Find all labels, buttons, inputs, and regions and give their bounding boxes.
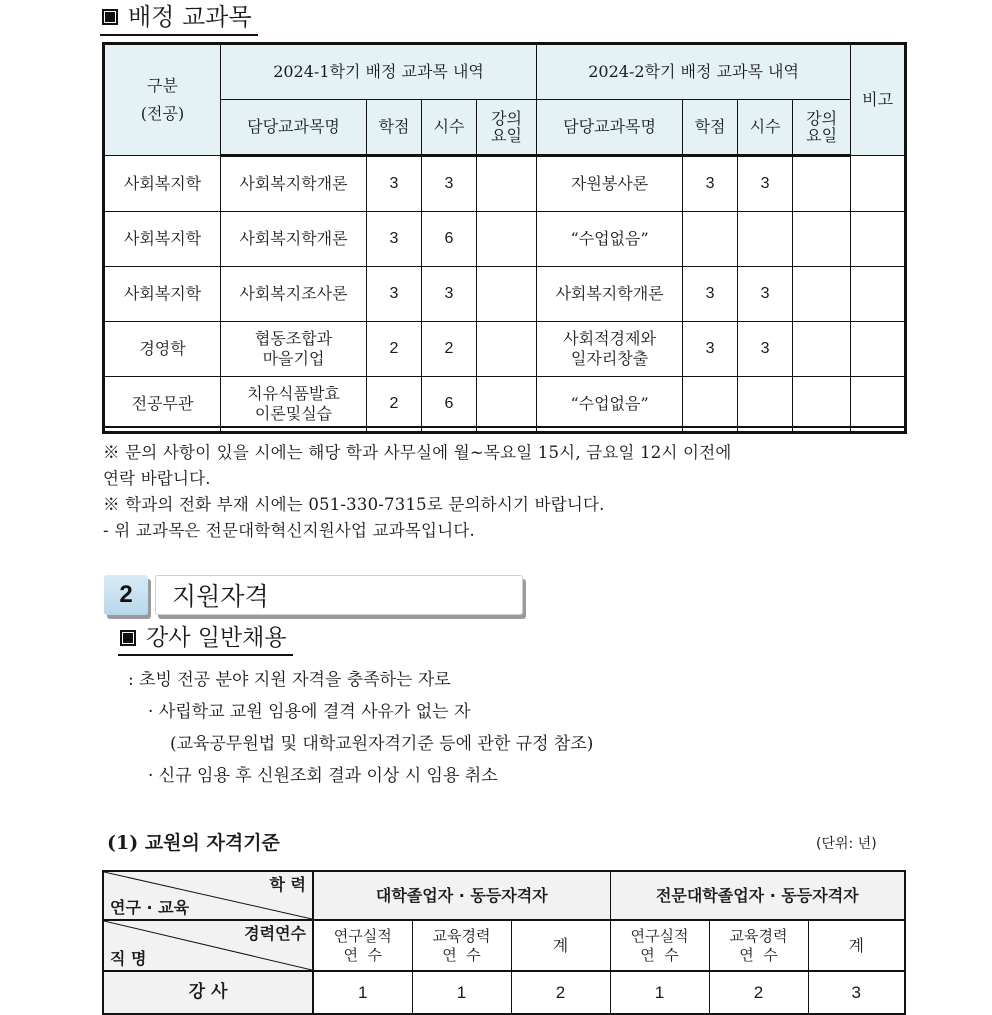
value-cell: 2 [709,971,808,1014]
day-cell [477,212,537,267]
day-cell [793,322,851,377]
header-total: 계 [808,920,905,971]
qualification-line: · 사립학교 교원 임용에 결격 사유가 없는 자 [148,702,471,722]
day-cell [793,377,851,433]
hours-cell: 3 [738,267,793,322]
remark-cell [851,322,906,377]
section-title-box [155,575,523,615]
course-name-cell: “수업없음” [537,377,683,433]
header-division-label: 구분 [147,76,178,95]
credit-cell: 3 [367,156,422,212]
header-total: 계 [511,920,610,971]
header-day: 강의 요일 [477,100,537,156]
day-cell [477,156,537,212]
hours-cell: 6 [422,377,477,433]
value-cell: 2 [511,971,610,1014]
header-research-years: 연구실적 연 수 [313,920,412,971]
hours-cell: 3 [738,322,793,377]
filled-square-icon [120,630,136,646]
remark-cell [851,212,906,267]
credit-cell [683,377,738,433]
remark-cell [851,377,906,433]
course-name-cell: 협동조합과 마을기업 [221,322,367,377]
course-name-cell: 사회복지조사론 [221,267,367,322]
day-cell [477,322,537,377]
diag-bottom-label: 연구 · 교육 [110,898,190,917]
header-teaching-years: 교육경력 연 수 [709,920,808,971]
section-heading-assigned-courses [100,0,258,36]
table-row [104,212,906,267]
major-cell: 경영학 [104,322,221,377]
header-sem2: 2024-2학기 배정 교과목 내역 [537,44,851,100]
day-cell [477,267,537,322]
header-division [104,44,221,156]
subheading-text: 강사 일반채용 [146,625,287,651]
header-hours: 시수 [422,100,477,156]
table-row [104,267,906,322]
credit-cell [683,212,738,267]
major-cell: 전공무관 [104,377,221,433]
hours-cell [738,212,793,267]
notes [103,440,903,544]
header-day: 강의 요일 [793,100,851,156]
table-double-underline [102,426,904,428]
header-course-name: 담당교과목명 [537,100,683,156]
hours-cell: 3 [738,156,793,212]
diag-bottom-label: 직 명 [110,949,147,968]
section-heading-text: 배정 교과목 [128,3,252,31]
course-name-cell: 자원봉사론 [537,156,683,212]
note-line: - 위 교과목은 전문대학혁신지원사업 교과목입니다. [103,521,475,540]
header-research-years: 연구실적 연 수 [610,920,709,971]
table-row [104,322,906,377]
note-line: ※ 문의 사항이 있을 시에는 해당 학과 사무실에 월~목요일 15시, 금요일 12시 이전에 [103,443,732,462]
qualification-line: : 초빙 전공 분야 지원 자격을 충족하는 자로 [128,670,451,690]
credit-cell: 2 [367,377,422,433]
filled-square-icon [102,9,118,25]
credit-cell: 2 [367,322,422,377]
header-credit: 학점 [683,100,738,156]
hours-cell: 2 [422,322,477,377]
course-name-cell: “수업없음” [537,212,683,267]
header-hours: 시수 [738,100,793,156]
day-cell [793,156,851,212]
day-cell [793,212,851,267]
section-number-badge: 2 [104,575,148,615]
assigned-courses-table [102,42,907,434]
credit-cell: 3 [367,267,422,322]
day-cell [793,267,851,322]
value-cell: 1 [610,971,709,1014]
credit-cell: 3 [367,212,422,267]
qualification-table [102,870,906,1015]
day-cell [477,377,537,433]
subheading-lecturer-hiring [118,622,293,656]
value-cell: 1 [313,971,412,1014]
value-cell: 3 [808,971,905,1014]
course-name-cell: 사회복지학개론 [537,267,683,322]
hours-cell: 3 [422,156,477,212]
qualification-standard-title: (1) 교원의 자격기준 [107,832,280,854]
header-college-graduate: 전문대학졸업자 · 동등자격자 [610,871,905,920]
credit-cell: 3 [683,267,738,322]
hours-cell: 6 [422,212,477,267]
hours-cell [738,377,793,433]
qualification-line: (교육공무원법 및 대학교원자격기준 등에 관한 규정 참조) [170,734,594,754]
note-line: ※ 학과의 전화 부재 시에는 051-330-7315로 문의하시기 바랍니다. [103,495,605,514]
diag-top-label: 경력연수 [244,924,306,943]
unit-label: (단위: 년) [816,836,877,852]
remark-cell [851,267,906,322]
header-remark: 비고 [851,44,906,156]
course-name-cell: 사회적경제와 일자리창출 [537,322,683,377]
credit-cell: 3 [683,322,738,377]
table-row [104,377,906,433]
value-cell: 1 [412,971,511,1014]
qualification-line: · 신규 임용 후 신원조회 결과 이상 시 임용 취소 [148,766,498,786]
header-sem1: 2024-1학기 배정 교과목 내역 [221,44,537,100]
row-label-lecturer: 강 사 [103,971,313,1014]
note-line: 연락 바랍니다. [103,469,211,488]
header-credit: 학점 [367,100,422,156]
diagonal-header-career [103,920,313,971]
credit-cell: 3 [683,156,738,212]
hours-cell: 3 [422,267,477,322]
remark-cell [851,156,906,212]
header-course-name: 담당교과목명 [221,100,367,156]
major-cell: 사회복지학 [104,267,221,322]
diag-top-label: 학 력 [269,875,306,894]
course-name-cell: 치유식품발효 이론및실습 [221,377,367,433]
major-cell: 사회복지학 [104,212,221,267]
course-name-cell: 사회복지학개론 [221,156,367,212]
qualification-lines [128,664,593,792]
diagonal-header-education [103,871,313,920]
course-name-cell: 사회복지학개론 [221,212,367,267]
header-teaching-years: 교육경력 연 수 [412,920,511,971]
table-row [104,156,906,212]
section-title: 지원자격 [172,582,269,611]
major-cell: 사회복지학 [104,156,221,212]
header-university-graduate: 대학졸업자 · 동등자격자 [313,871,610,920]
header-division-sub: (전공) [140,104,185,123]
